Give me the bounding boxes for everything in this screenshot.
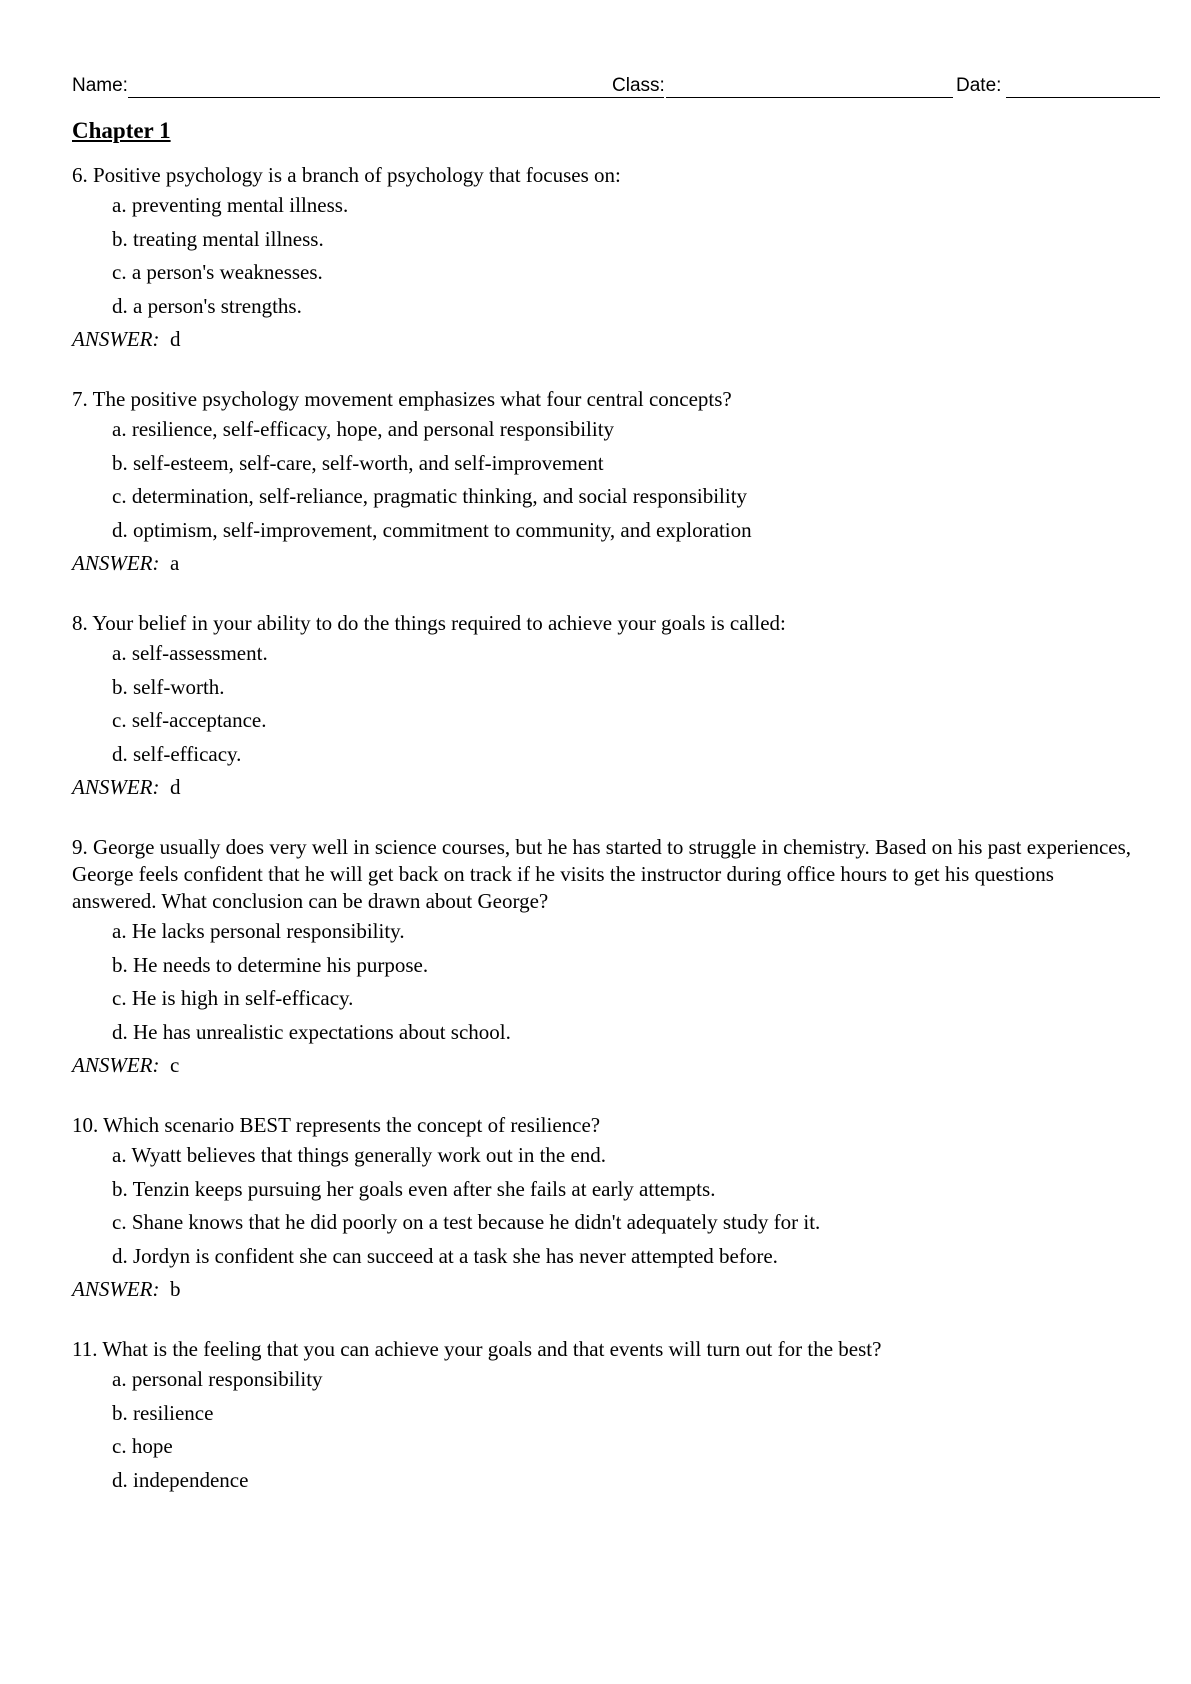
- answer-value: d: [169, 327, 181, 351]
- question-stem: 6. Positive psychology is a branch of psychology that focuses on:: [72, 163, 621, 187]
- answer-value: d: [169, 775, 181, 799]
- date-line: [1006, 97, 1160, 98]
- choice-c: c. hope: [112, 1434, 173, 1458]
- class-label: Class:: [612, 75, 665, 96]
- choice-d: d. optimism, self-improvement, commitment to community, and exploration: [112, 517, 752, 542]
- name-line: [128, 97, 664, 98]
- answer-value: a: [169, 551, 180, 575]
- choice-d: d. self-efficacy.: [112, 741, 242, 766]
- choice-b: b. treating mental illness.: [112, 226, 324, 251]
- date-label: Date:: [956, 75, 1002, 96]
- answer-choices: [72, 915, 1132, 1049]
- choice-c: c. determination, self-reliance, pragmatic thinking, and social responsibility: [112, 484, 748, 508]
- answer-line: [72, 1273, 1132, 1306]
- answer-line: [72, 323, 1132, 356]
- choice-d: d. independence: [112, 1467, 249, 1492]
- answer-value: c: [169, 1053, 180, 1077]
- question-6: [72, 162, 1132, 356]
- question-9: [72, 834, 1132, 1082]
- choice-a: a. preventing mental illness.: [112, 193, 349, 217]
- choice-a: a. He lacks personal responsibility.: [112, 919, 405, 943]
- choice-b: b. self-esteem, self-care, self-worth, and self-improvement: [112, 450, 604, 475]
- choice-b: b. He needs to determine his purpose.: [112, 952, 429, 977]
- answer-choices: [72, 189, 1132, 323]
- answer-label: ANSWER:: [72, 551, 160, 575]
- student-info-header: [72, 73, 1160, 99]
- name-label: Name:: [72, 75, 128, 96]
- answer-choices: [72, 637, 1132, 771]
- question-stem: 8. Your belief in your ability to do the things required to achieve your goals is called:: [72, 611, 786, 635]
- choice-c: c. Shane knows that he did poorly on a test because he didn't adequately study for it.: [112, 1210, 821, 1234]
- choice-d: d. He has unrealistic expectations about school.: [112, 1019, 511, 1044]
- answer-line: [72, 771, 1132, 804]
- choice-b: b. Tenzin keeps pursuing her goals even after she fails at early attempts.: [112, 1176, 716, 1201]
- answer-line: [72, 1049, 1132, 1082]
- answer-choices: [72, 413, 1132, 547]
- answer-label: ANSWER:: [72, 775, 160, 799]
- answer-value: b: [169, 1277, 181, 1301]
- answer-label: ANSWER:: [72, 327, 160, 351]
- choice-c: c. self-acceptance.: [112, 708, 267, 732]
- choice-b: b. resilience: [112, 1400, 214, 1425]
- question-stem: 10. Which scenario BEST represents the concept of resilience?: [72, 1113, 601, 1137]
- question-8: [72, 610, 1132, 804]
- answer-line: [72, 547, 1132, 580]
- answer-choices: [72, 1363, 1132, 1497]
- choice-a: a. resilience, self-efficacy, hope, and personal responsibility: [112, 417, 615, 441]
- question-10: [72, 1112, 1132, 1306]
- choice-a: a. personal responsibility: [112, 1367, 323, 1391]
- question-stem: 7. The positive psychology movement emphasizes what four central concepts?: [72, 387, 732, 411]
- choice-d: d. a person's strengths.: [112, 293, 302, 318]
- question-stem: 11. What is the feeling that you can achieve your goals and that events will turn out for the best?: [72, 1337, 882, 1361]
- question-stem: 9. George usually does very well in science courses, but he has started to struggle in chemistry. Based on his past experiences, George feels confident that he will get back on track if he visits the instructor during office hours to get his questions answered. What conclusion can be drawn about George?: [72, 835, 1132, 913]
- choice-a: a. Wyatt believes that things generally work out in the end.: [112, 1143, 607, 1167]
- class-line: [666, 97, 953, 98]
- choice-b: b. self-worth.: [112, 674, 225, 699]
- answer-label: ANSWER:: [72, 1053, 160, 1077]
- choice-d: d. Jordyn is confident she can succeed at a task she has never attempted before.: [112, 1243, 778, 1268]
- choice-c: c. a person's weaknesses.: [112, 260, 323, 284]
- choice-a: a. self-assessment.: [112, 641, 268, 665]
- question-7: [72, 386, 1132, 580]
- question-11: [72, 1336, 1132, 1497]
- choice-c: c. He is high in self-efficacy.: [112, 986, 354, 1010]
- chapter-title: Chapter 1: [72, 118, 171, 143]
- answer-label: ANSWER:: [72, 1277, 160, 1301]
- answer-choices: [72, 1139, 1132, 1273]
